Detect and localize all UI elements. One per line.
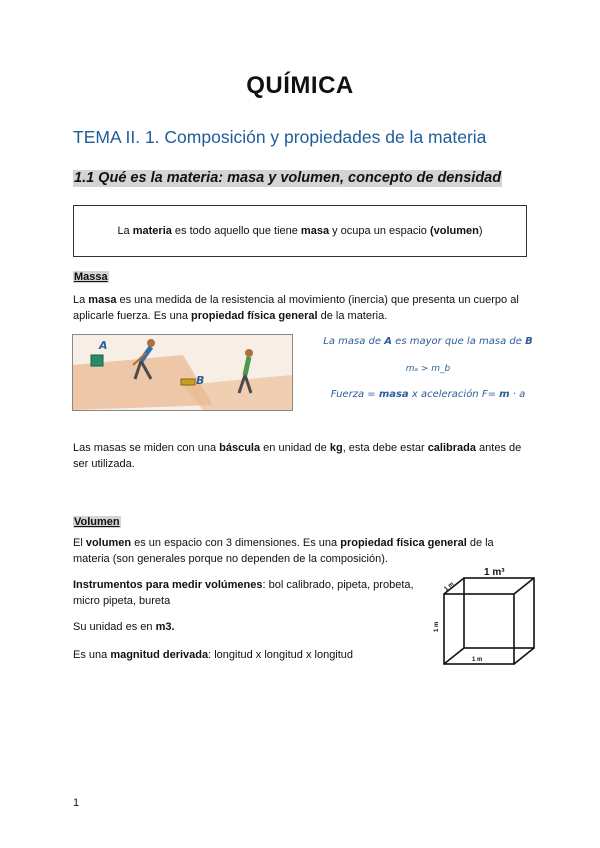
- definition-box: [73, 205, 527, 257]
- mass-note-line1: La masa de A es mayor que la masa de B: [323, 336, 533, 347]
- cube-side-label: 1 m: [434, 621, 440, 632]
- force-formula: Fuerza = masa x aceleración F= m · a: [330, 389, 526, 400]
- cube-diagram: [432, 564, 552, 674]
- instruments-paragraph: Instrumentos para medir volúmenes: bol calibrado, pipeta, probeta, micro pipeta, bureta: [73, 579, 414, 607]
- mass-comparison: mₐ > m_b: [405, 364, 451, 374]
- label-a: A: [99, 339, 108, 352]
- masa-heading: Massa: [74, 271, 108, 283]
- cube-bottom-label: 1 m: [472, 657, 483, 663]
- subsection-heading: 1.1 Qué es la materia: masa y volumen, concepto de densidad: [74, 170, 502, 186]
- unit-paragraph: Su unidad es en m3.: [73, 621, 175, 633]
- document-title: QUÍMICA: [246, 72, 354, 99]
- volumen-heading: Volumen: [74, 516, 120, 528]
- derived-paragraph: Es una magnitud derivada: longitud x longitud x longitud: [73, 649, 354, 661]
- definition-text: La materia es todo aquello que tiene masa y ocupa un espacio (volumen): [117, 225, 483, 237]
- cube-diag-label: 1 m: [443, 581, 456, 593]
- label-b: B: [196, 374, 205, 387]
- pushing-boxes-image: [73, 335, 292, 410]
- volumen-paragraph: El volumen es un espacio con 3 dimensiones. Es una propiedad física general de la materia (son generales porque no dependen de la composición).: [73, 537, 494, 565]
- masa-paragraph: La masa es una medida de la resistencia al movimiento (inercia) que presenta un cuerpo al aplicarle fuerza. Es una propiedad física general de la materia.: [73, 294, 519, 322]
- bascula-paragraph: Las masas se miden con una báscula en unidad de kg, esta debe estar calibrada antes de ser utilizada.: [73, 442, 522, 470]
- topic-heading: TEMA II. 1. Composición y propiedades de la materia: [73, 127, 487, 147]
- page-number: 1: [73, 797, 80, 809]
- mass-illustration: [72, 334, 293, 411]
- cube-volume-label: 1 m³: [484, 567, 505, 578]
